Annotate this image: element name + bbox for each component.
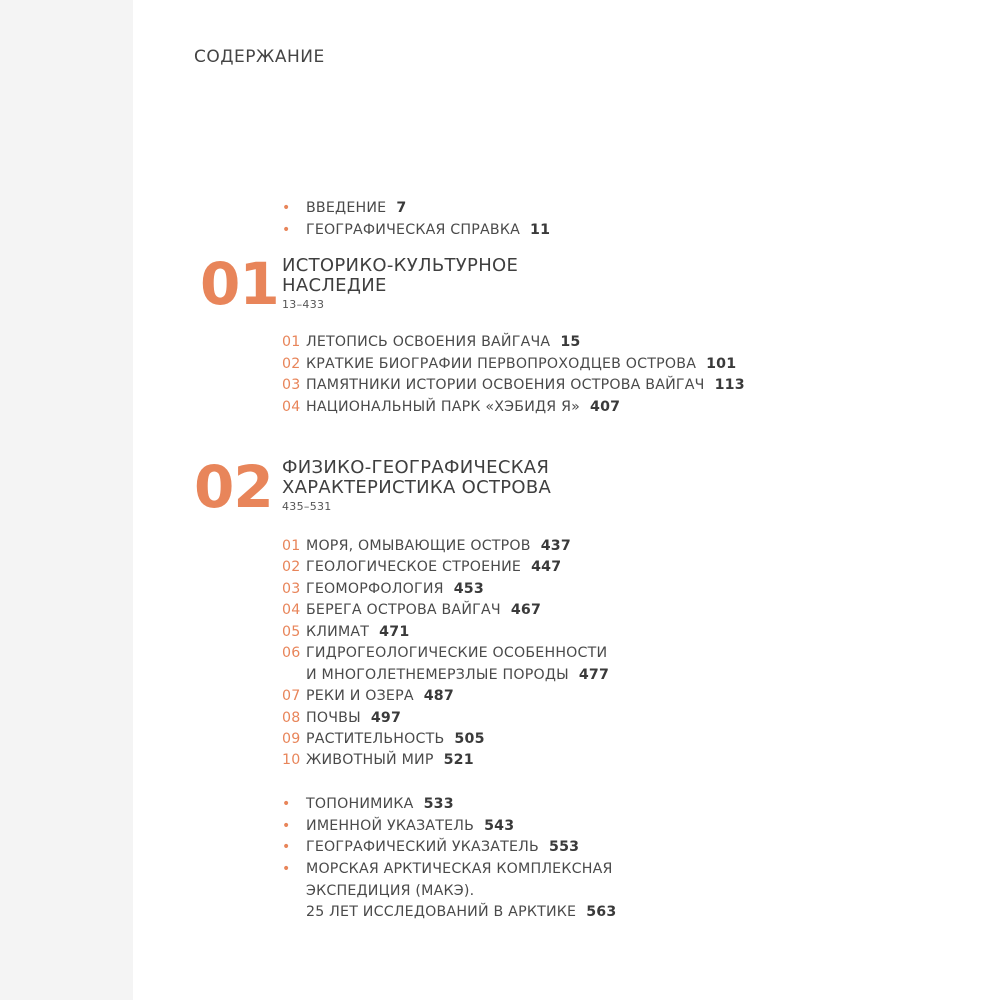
section-title-02-line1: ФИЗИКО-ГЕОГРАФИЧЕСКАЯ: [282, 457, 550, 478]
item-number: 03: [282, 581, 301, 597]
page-number: 533: [423, 796, 454, 812]
item-number: 07: [282, 688, 301, 704]
bullet-icon: •: [282, 200, 291, 216]
page-title: СОДЕРЖАНИЕ: [194, 47, 325, 67]
entry-text: И МНОГОЛЕТНЕМЕРЗЛЫЕ ПОРОДЫ: [306, 667, 569, 683]
entry-text: МОРЯ, ОМЫВАЮЩИЕ ОСТРОВ: [306, 538, 531, 554]
item-number: 03: [282, 377, 301, 393]
item-number: 10: [282, 752, 301, 768]
section-range-02: 435–531: [282, 500, 332, 513]
section-title-02-line2: ХАРАКТЕРИСТИКА ОСТРОВА: [282, 477, 552, 498]
page-number: 477: [578, 667, 610, 683]
page-number: 11: [530, 222, 551, 238]
entry-text: ВВЕДЕНИЕ: [306, 200, 387, 216]
page-gutter: [0, 0, 133, 1000]
toc-entry[interactable]: [282, 645, 608, 661]
section-title-01-line2: НАСЛЕДИЕ: [282, 275, 387, 296]
page-number: 521: [443, 752, 474, 768]
item-number: 01: [282, 334, 301, 350]
bullet-icon: •: [282, 861, 291, 877]
entry-text: РАСТИТЕЛЬНОСТЬ: [306, 731, 445, 747]
toc-entry[interactable]: [282, 399, 621, 415]
toc-entry[interactable]: [282, 752, 474, 768]
page-number: 15: [560, 334, 581, 350]
item-number: 01: [282, 538, 301, 554]
entry-text: БЕРЕГА ОСТРОВА ВАЙГАЧ: [306, 602, 501, 618]
toc-entry[interactable]: [282, 377, 745, 393]
item-number: 02: [282, 356, 301, 372]
item-number: 08: [282, 710, 301, 726]
toc-entry[interactable]: [282, 688, 454, 704]
bullet-icon: •: [282, 839, 291, 855]
entry-text: НАЦИОНАЛЬНЫЙ ПАРК «ХЭБИДЯ Я»: [306, 399, 581, 415]
toc-entry[interactable]: [282, 731, 485, 747]
entry-text: ГИДРОГЕОЛОГИЧЕСКИЕ ОСОБЕННОСТИ: [306, 645, 608, 661]
page-number: 543: [484, 818, 515, 834]
entry-text: ПОЧВЫ: [306, 710, 361, 726]
page-number: 437: [540, 538, 571, 554]
page-number: 471: [379, 624, 410, 640]
entry-text: ИМЕННОЙ УКАЗАТЕЛЬ: [306, 818, 475, 834]
item-number: 05: [282, 624, 301, 640]
bullet-icon: •: [282, 796, 291, 812]
page-number: 101: [706, 356, 737, 372]
item-number: 02: [282, 559, 301, 575]
page-number: 453: [453, 581, 484, 597]
entry-text: РЕКИ И ОЗЕРА: [306, 688, 414, 704]
toc-entry[interactable]: [282, 581, 484, 597]
page-number: 467: [510, 602, 542, 618]
entry-text: МОРСКАЯ АРКТИЧЕСКАЯ КОМПЛЕКСНАЯ: [306, 861, 613, 877]
page-number: 505: [454, 731, 485, 747]
item-number: 06: [282, 645, 301, 661]
entry-text: ЛЕТОПИСЬ ОСВОЕНИЯ ВАЙГАЧА: [306, 334, 551, 350]
entry-text: 25 ЛЕТ ИССЛЕДОВАНИЙ В АРКТИКЕ: [306, 904, 577, 920]
page-number: 563: [586, 904, 617, 920]
entry-text: ГЕОГРАФИЧЕСКАЯ СПРАВКА: [306, 222, 521, 238]
toc-entry[interactable]: [282, 559, 562, 575]
entry-text: ГЕОГРАФИЧЕСКИЙ УКАЗАТЕЛЬ: [306, 839, 539, 855]
entry-text: ГЕОЛОГИЧЕСКОЕ СТРОЕНИЕ: [306, 559, 522, 575]
toc-entry[interactable]: [282, 602, 542, 618]
section-title-01-line1: ИСТОРИКО-КУЛЬТУРНОЕ: [282, 255, 519, 276]
section-number-02: 02: [194, 453, 273, 521]
toc-entry[interactable]: [282, 624, 410, 640]
toc-entry[interactable]: [282, 710, 402, 726]
page-number: 407: [590, 399, 621, 415]
section-number-01: 01: [200, 250, 279, 318]
entry-text: ТОПОНИМИКА: [306, 796, 414, 812]
item-number: 04: [282, 602, 301, 618]
bullet-icon: •: [282, 222, 291, 238]
page-number: 553: [549, 839, 580, 855]
toc-entry[interactable]: [282, 356, 737, 372]
entry-text: КРАТКИЕ БИОГРАФИИ ПЕРВОПРОХОДЦЕВ ОСТРОВА: [306, 356, 697, 372]
item-number: 09: [282, 731, 301, 747]
page-number: 7: [396, 200, 407, 216]
page-number: 497: [370, 710, 402, 726]
entry-text: ГЕОМОРФОЛОГИЯ: [306, 581, 444, 597]
page-number: 487: [423, 688, 454, 704]
entry-text: ЭКСПЕДИЦИЯ (МАКЭ).: [306, 883, 475, 899]
bullet-icon: •: [282, 818, 291, 834]
item-number: 04: [282, 399, 301, 415]
page-number: 447: [531, 559, 562, 575]
entry-text: ЖИВОТНЫЙ МИР: [306, 752, 434, 768]
page-number: 113: [714, 377, 745, 393]
entry-text: ПАМЯТНИКИ ИСТОРИИ ОСВОЕНИЯ ОСТРОВА ВАЙГАЧ: [306, 377, 705, 393]
entry-text: КЛИМАТ: [306, 624, 370, 640]
toc-entry[interactable]: [282, 334, 581, 350]
toc-entry[interactable]: [282, 538, 571, 554]
section-range-01: 13–433: [282, 298, 325, 311]
